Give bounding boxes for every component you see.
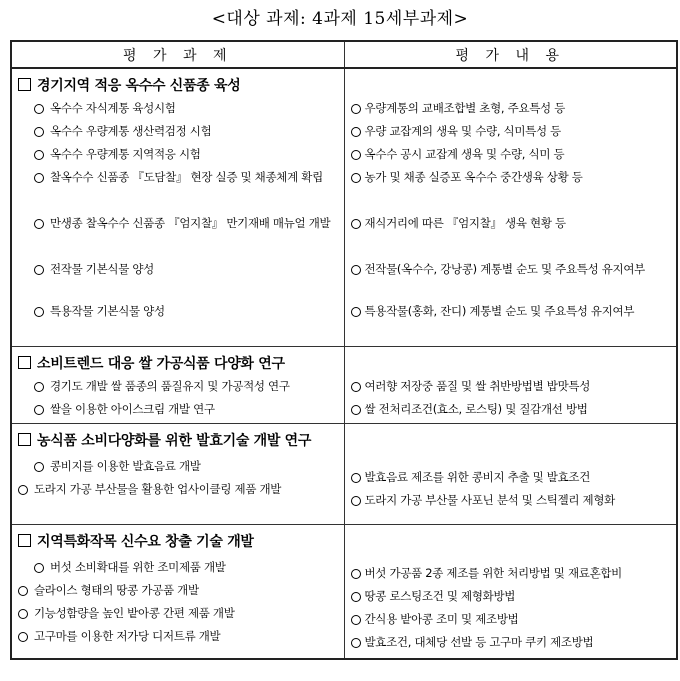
page-heading: <대상 과제: 4과제 15세부과제> xyxy=(211,9,469,29)
content-item: 땅콩 로스팅조건 및 제형화방법 xyxy=(345,587,677,610)
circle-bullet-icon xyxy=(351,265,361,275)
section-row xyxy=(11,347,677,424)
circle-bullet-icon xyxy=(34,104,44,114)
circle-bullet-icon xyxy=(34,382,44,392)
content-item: 농가 및 채종 실증포 옥수수 중간생육 상황 등 xyxy=(345,168,677,214)
circle-bullet-icon xyxy=(351,473,361,483)
task-list xyxy=(12,558,344,648)
task-list xyxy=(12,99,344,342)
task-list xyxy=(12,377,344,419)
section-tasks-cell xyxy=(11,347,344,424)
task-item: 옥수수 우량계통 생산력검정 시험 xyxy=(12,122,344,145)
content-item: 여러향 저장중 품질 및 쌀 취반방법별 밥맛특성 xyxy=(345,377,677,400)
circle-bullet-icon xyxy=(351,569,361,579)
evaluation-table xyxy=(10,40,678,660)
circle-bullet-icon xyxy=(351,150,361,160)
circle-bullet-icon xyxy=(34,462,44,472)
content-list xyxy=(345,99,677,342)
content-item: 도라지 가공 부산물 사포닌 분석 및 스틱젤리 제형화 xyxy=(345,491,677,514)
header-row xyxy=(11,41,677,68)
content-item: 우량 교잡계의 생육 및 수량, 식미특성 등 xyxy=(345,122,677,145)
section-contents-cell xyxy=(344,525,677,660)
task-item: 특용작물 기본식물 양성 xyxy=(12,302,344,342)
task-item: 만생종 찰옥수수 신품종 『엄지찰』 만기재배 매뉴얼 개발 xyxy=(12,214,344,260)
circle-bullet-icon xyxy=(351,615,361,625)
task-item: 옥수수 우량계통 지역적응 시험 xyxy=(12,145,344,168)
section-tasks-cell xyxy=(11,68,344,347)
task-item: 쌀을 이용한 아이스크림 개발 연구 xyxy=(12,400,344,419)
circle-bullet-icon xyxy=(351,307,361,317)
circle-bullet-icon xyxy=(34,127,44,137)
content-item: 전작물(옥수수, 강낭콩) 계통별 순도 및 주요특성 유지여부 xyxy=(345,260,677,302)
circle-bullet-icon xyxy=(34,405,44,415)
content-item: 버섯 가공품 2종 제조를 위한 처리방법 및 재료혼합비 xyxy=(345,564,677,587)
col-header-task: 평 가 과 제 xyxy=(11,41,344,68)
circle-bullet-icon xyxy=(34,150,44,160)
content-item: 우량계통의 교배조합별 초형, 주요특성 등 xyxy=(345,99,677,122)
section-row xyxy=(11,525,677,660)
square-bullet-icon xyxy=(18,356,31,369)
content-list xyxy=(345,468,677,514)
section-row xyxy=(11,424,677,525)
section-contents-cell xyxy=(344,347,677,424)
task-item: 찰옥수수 신품종 『도담찰』 현장 실증 및 채종체계 확립 xyxy=(12,168,344,214)
content-list xyxy=(345,377,677,419)
section-row xyxy=(11,68,677,347)
task-item: 옥수수 자식계통 육성시험 xyxy=(12,99,344,122)
circle-bullet-icon xyxy=(18,586,28,596)
task-item: 경기도 개발 쌀 품종의 품질유지 및 가공적성 연구 xyxy=(12,377,344,400)
section-contents-cell xyxy=(344,68,677,347)
circle-bullet-icon xyxy=(18,632,28,642)
square-bullet-icon xyxy=(18,433,31,446)
circle-bullet-icon xyxy=(18,609,28,619)
circle-bullet-icon xyxy=(18,485,28,495)
section-tasks-cell xyxy=(11,525,344,660)
circle-bullet-icon xyxy=(34,563,44,573)
circle-bullet-icon xyxy=(351,382,361,392)
content-item: 옥수수 공시 교잡계 생육 및 수량, 식미 등 xyxy=(345,145,677,168)
content-item: 특용작물(홍화, 잔디) 계통별 순도 및 주요특성 유지여부 xyxy=(345,302,677,342)
task-item: 고구마를 이용한 저가당 디저트류 개발 xyxy=(12,627,344,648)
section-title: 소비트렌드 대응 쌀 가공식품 다양화 연구 xyxy=(12,347,344,377)
task-item: 버섯 소비확대를 위한 조미제품 개발 xyxy=(12,558,344,581)
circle-bullet-icon xyxy=(351,405,361,415)
col-header-content: 평 가 내 용 xyxy=(344,41,677,68)
circle-bullet-icon xyxy=(351,638,361,648)
circle-bullet-icon xyxy=(34,173,44,183)
circle-bullet-icon xyxy=(351,127,361,137)
task-item: 기능성함량을 높인 밭아콩 간편 제품 개발 xyxy=(12,604,344,627)
content-item: 발효조건, 대체당 선발 등 고구마 쿠키 제조방법 xyxy=(345,633,677,654)
section-title: 지역특화작목 신수요 창출 기술 개발 xyxy=(12,525,344,555)
section-contents-cell xyxy=(344,424,677,525)
task-item: 전작물 기본식물 양성 xyxy=(12,260,344,302)
circle-bullet-icon xyxy=(351,592,361,602)
circle-bullet-icon xyxy=(34,265,44,275)
section-title: 경기지역 적응 옥수수 신품종 육성 xyxy=(12,69,344,99)
content-item: 쌀 전처리조건(효소, 로스팅) 및 질감개선 방법 xyxy=(345,400,677,419)
square-bullet-icon xyxy=(18,534,31,547)
content-item: 발효음료 제조를 위한 콩비지 추출 및 발효조건 xyxy=(345,468,677,491)
content-item: 간식용 밭아콩 조미 및 제조방법 xyxy=(345,610,677,633)
circle-bullet-icon xyxy=(351,104,361,114)
square-bullet-icon xyxy=(18,78,31,91)
circle-bullet-icon xyxy=(351,219,361,229)
circle-bullet-icon xyxy=(351,496,361,506)
content-list xyxy=(345,564,677,654)
section-tasks-cell xyxy=(11,424,344,525)
task-item: 슬라이스 형태의 땅콩 가공품 개발 xyxy=(12,581,344,604)
circle-bullet-icon xyxy=(34,219,44,229)
task-item: 콩비지를 이용한 발효음료 개발 xyxy=(12,457,344,480)
circle-bullet-icon xyxy=(351,173,361,183)
task-list xyxy=(12,457,344,520)
circle-bullet-icon xyxy=(34,307,44,317)
task-item: 도라지 가공 부산물을 활용한 업사이클링 제품 개발 xyxy=(12,480,344,520)
section-title: 농식품 소비다양화를 위한 발효기술 개발 연구 xyxy=(12,424,344,454)
content-item: 재식거리에 따른 『엄지찰』 생육 현황 등 xyxy=(345,214,677,260)
